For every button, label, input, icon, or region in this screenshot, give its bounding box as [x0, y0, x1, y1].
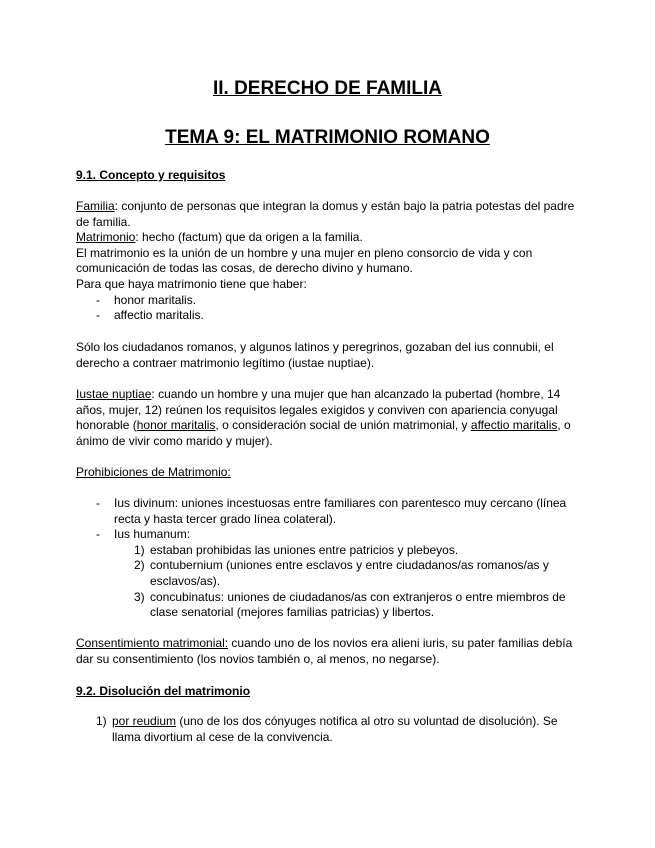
familia-text: : conjunto de personas que integran la domus y están bajo la patria potestas del padre de familia.: [76, 199, 575, 229]
list-item: [76, 496, 576, 527]
list-marker: -: [96, 292, 100, 307]
list-item-text: contubernium (uniones entre esclavos y entre ciudadanos/as romanos/as y esclavos/as).: [150, 558, 549, 588]
ius-divinum-text: Ius divinum: uniones incestuosas entre familiares con parentesco muy cercano (línea recta y hasta tercer grado línea colateral).: [114, 496, 567, 526]
consentimiento-term: Consentimiento matrimonial:: [76, 636, 229, 650]
prohibiciones-title: Prohibiciones de Matrimonio:: [76, 465, 231, 479]
list-marker: 2): [134, 558, 145, 573]
topic-title: TEMA 9: EL MATRIMONIO ROMANO: [165, 127, 490, 148]
main-title: II. DERECHO DE FAMILIA: [212, 78, 443, 99]
list-marker: 3): [134, 589, 145, 604]
list-marker: -: [96, 496, 100, 510]
ius-humanum-list: [114, 543, 576, 621]
matrimonio-text: : hecho (factum) que da origen a la familia.: [135, 230, 363, 245]
matrimonio-term: Matrimonio: [76, 230, 136, 245]
ius-connubii-paragraph: [76, 340, 576, 371]
ius-humanum-text: Ius humanum:: [114, 527, 191, 542]
section-heading-concepto: 9.1. Concepto y requisitos: [76, 168, 226, 182]
consentimiento-paragraph: [76, 636, 576, 667]
list-item-text: affectio maritalis.: [114, 308, 204, 323]
matrimonio-definition: [76, 230, 576, 246]
iustae-text-a: : cuando un hombre y una mujer que han alcanzado la pubertad (hombre, 14 años, mujer, 12) reúnen los requisitos legales exigidos y conviven con apariencia conyugal honorable (: [76, 387, 561, 433]
iustae-text-c: , o ánimo de vivir como marido y mujer).: [76, 418, 571, 448]
list-item-text: honor maritalis.: [114, 292, 197, 307]
iustae-text-b: , o consideración social de unión matrimonial, y: [215, 418, 471, 433]
requisitos-intro: Para que haya matrimonio tiene que haber:: [76, 276, 307, 291]
iustae-nuptiae-text: [76, 387, 576, 449]
familia-definition: [76, 199, 576, 230]
matrimonio-description: El matrimonio es la unión de un hombre y una mujer en pleno consorcio de vida y con comunicación de todas las cosas, de derecho divino y humano.: [76, 245, 533, 276]
list-marker: -: [96, 308, 100, 323]
section-heading-disolucion: 9.2. Disolución del matrimonio: [76, 684, 251, 698]
list-item: [114, 543, 576, 559]
list-marker: 1): [134, 542, 145, 557]
list-item: [76, 293, 576, 309]
list-item-text: concubinatus: uniones de ciudadanos/as con extranjeros o entre miembros de clase senatorial (mejores familias patricias) y libertos.: [150, 589, 566, 620]
familia-term: Familia: [76, 199, 115, 213]
consentimiento-def: cuando uno de los novios era alieni iuris, su pater familias debía dar su consentimiento (los novios también o, al menos, no negarse).: [76, 636, 573, 666]
definitions-block: [76, 199, 576, 324]
list-marker: -: [96, 527, 100, 542]
consentimiento-text: [76, 636, 576, 667]
list-item: [114, 590, 576, 621]
disolucion-list: [76, 714, 576, 745]
list-marker: 1): [96, 714, 107, 728]
por-reudium-term: por reudium: [112, 714, 177, 728]
list-item: [76, 714, 576, 745]
list-item: [114, 558, 576, 589]
prohibiciones-heading: [76, 465, 576, 481]
iustae-nuptiae-paragraph: [76, 387, 576, 449]
list-item: [76, 308, 576, 324]
ius-connubii-text: Sólo los ciudadanos romanos, y algunos latinos y peregrinos, gozaban del ius connubii, el derecho a contraer matrimonio legítimo (iustae nuptiae).: [76, 340, 554, 370]
list-item: [76, 527, 576, 621]
iustae-nuptiae-term: Iustae nuptiae: [76, 387, 152, 401]
affectio-maritalis-term: affectio maritalis: [470, 418, 558, 433]
honor-maritalis-term: honor maritalis: [136, 418, 216, 433]
list-item-text: (uno de los dos cónyuges notifica al otro su voluntad de disolución). Se llama divortium al cese de la convivencia.: [112, 714, 558, 744]
prohibiciones-list: [76, 496, 576, 621]
list-item-text: estaban prohibidas las uniones entre patricios y plebeyos.: [150, 542, 459, 557]
